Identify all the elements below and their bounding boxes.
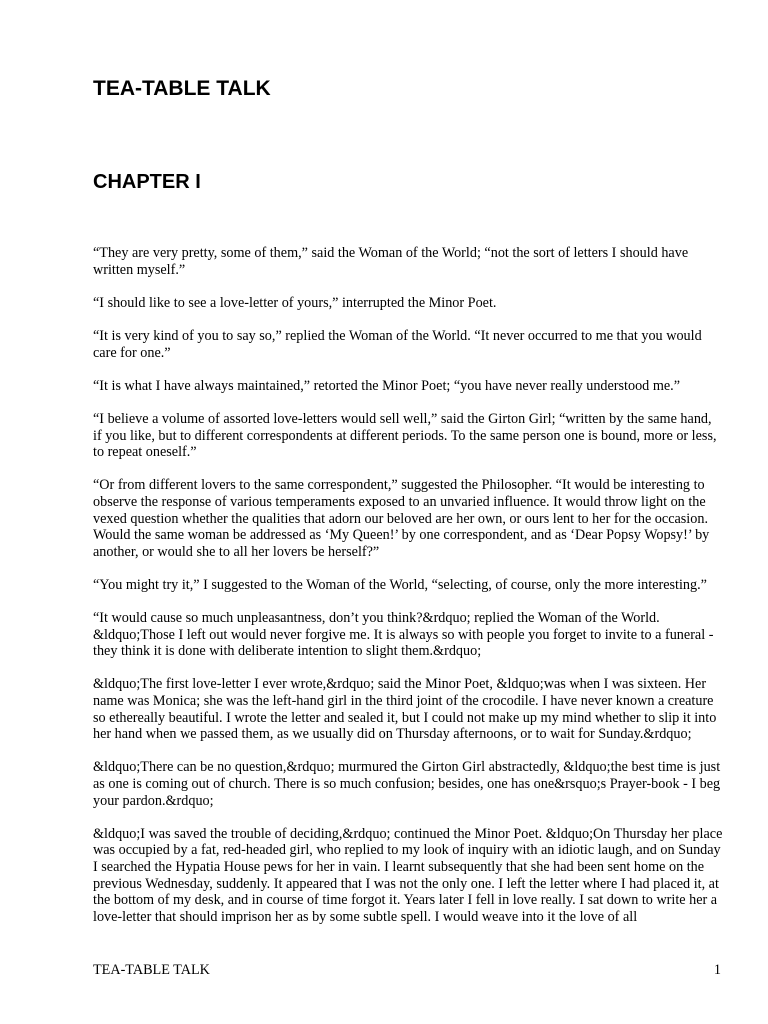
paragraph: “It would cause so much unpleasantness, don’t you think?&rdquo; replied the Woman of the World. &ldquo;Those I left out would never forgive me. It is always so with people you forget to invite to a funeral - they think it is done with deliberate intention to slight them.&rdquo; — [93, 610, 714, 660]
paragraph: &ldquo;The first love-letter I ever wrote,&rdquo; said the Minor Poet, &ldquo;was when I was sixteen. Her name was Monica; she was the left-hand girl in the third joint of the crocodile. I have never known a creature so ethereally beautiful. I wrote the letter and sealed it, but I could not make up my mind whether to slip it into her hand when we passed them, as we usually did on Thursday afternoons, or to wait for Sunday.&rdquo; — [93, 676, 717, 743]
paragraph: “You might try it,” I suggested to the Woman of the World, “selecting, of course, only the more interesting.” — [93, 576, 707, 593]
paragraph: “They are very pretty, some of them,” said the Woman of the World; “not the sort of letters I should have written myself.” — [93, 245, 689, 278]
document-title: TEA-TABLE TALK — [93, 77, 271, 100]
paragraph: “I should like to see a love-letter of yours,” interrupted the Minor Poet. — [93, 294, 497, 311]
chapter-heading: CHAPTER I — [93, 171, 201, 193]
paragraph: &ldquo;There can be no question,&rdquo; murmured the Girton Girl abstractedly, &ldquo;the best time is just as one is coming out of church. There is so much confusion; besides, one has one&rsquo;s Prayer-book - I beg your pardon.&rdquo; — [93, 759, 721, 809]
paragraph: &ldquo;I was saved the trouble of deciding,&rdquo; continued the Minor Poet. &ldquo;On Thursday her place was occupied by a fat, red-headed girl, who replied to my look of inquiry with an idiotic laugh, and on Sunday I searched the Hypatia House pews for her in vain. I learnt subsequently that she had been sent home on the previous Wednesday, suddenly. It appeared that I was not the only one. I left the letter where I had placed it, at the bottom of my desk, and in course of time forgot it. Years later I fell in love really. I sat down to write her a love-letter that should imprison her as by some subtle spell. I would weave into it the love of all — [93, 825, 723, 925]
footer-title: TEA-TABLE TALK — [93, 962, 210, 978]
paragraph: “I believe a volume of assorted love-letters would sell well,” said the Girton Girl; “written by the same hand, if you like, but to different correspondents at different periods. To the same person one is bound, more or less, to repeat oneself.” — [93, 410, 717, 461]
paragraph: “Or from different lovers to the same correspondent,” suggested the Philosopher. “It would be interesting to observe the response of various temperaments exposed to an unvaried influence. It would throw light on the vexed question whether the qualities that adorn our beloved are her own, or ours lent to her for the occasion. Would the same woman be addressed as ‘My Queen!’ by one correspondent, and as ‘Dear Popsy Wopsy!’ by another, or would she to all her lovers be herself?” — [93, 477, 710, 560]
body-text — [93, 245, 723, 942]
page-number: 1 — [713, 962, 721, 978]
paragraph: “It is what I have always maintained,” retorted the Minor Poet; “you have never really understood me.” — [93, 377, 681, 394]
paragraph: “It is very kind of you to say so,” replied the Woman of the World. “It never occurred to me that you would care for one.” — [93, 327, 702, 361]
